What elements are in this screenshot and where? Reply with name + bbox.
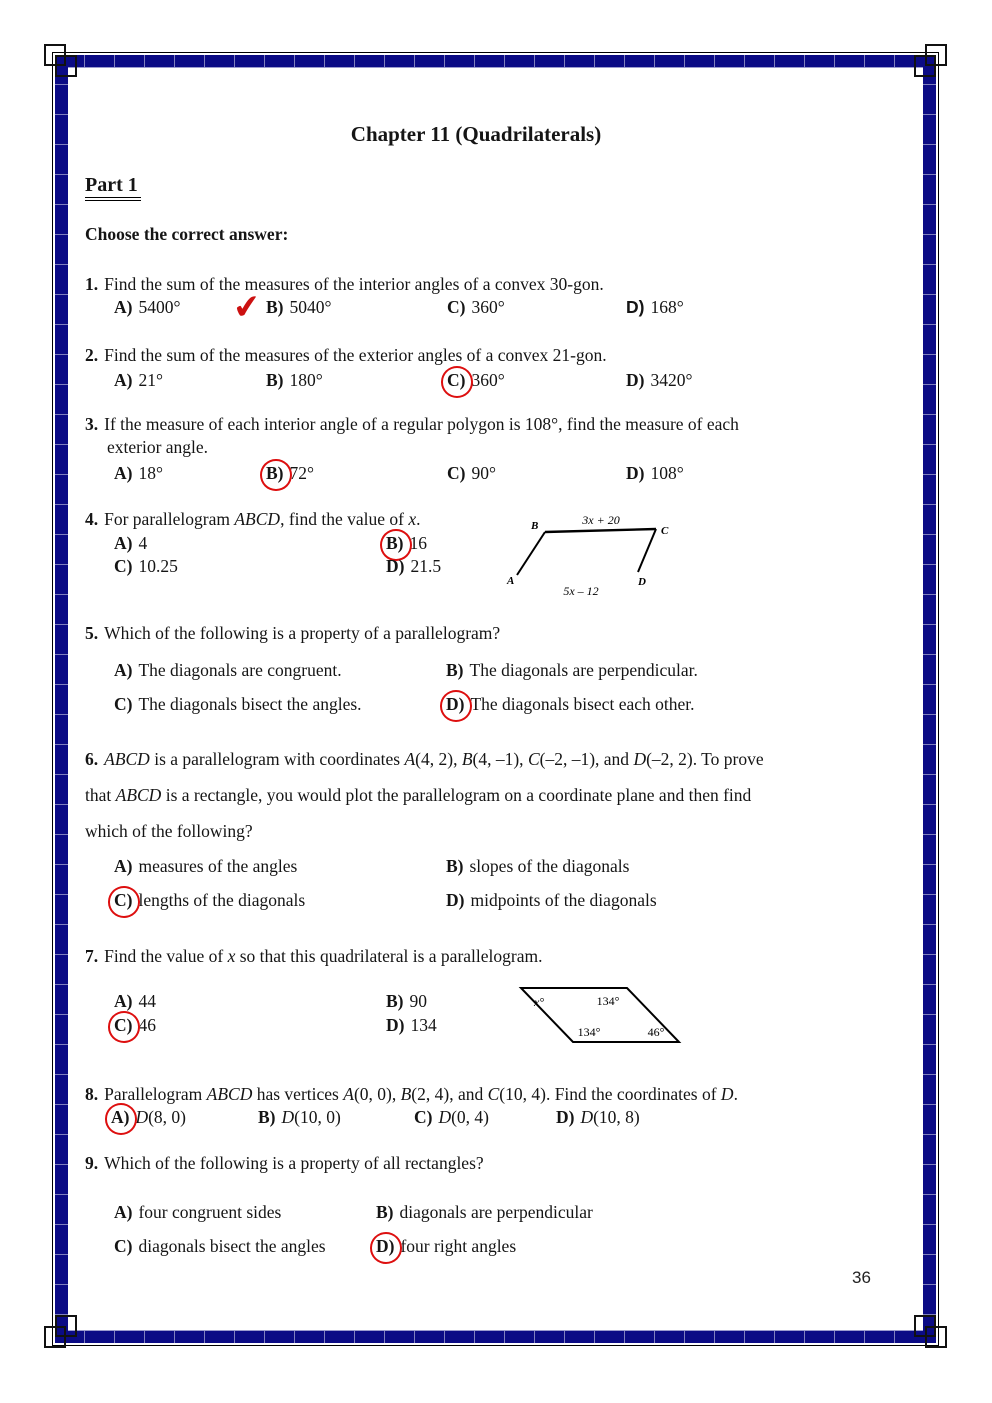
option-d (375, 1236, 516, 1257)
option-a (113, 370, 163, 391)
option-value: 72° (289, 463, 314, 483)
option-label: D) (386, 1015, 405, 1035)
option-value: 10.25 (138, 556, 178, 576)
question-1 (85, 273, 913, 317)
option-a (113, 991, 156, 1012)
option-b (265, 370, 323, 391)
option-d (625, 297, 684, 318)
angle-top-left-label: x° (533, 995, 545, 1009)
option-label: A) (114, 991, 133, 1011)
option-value: 5400° (138, 297, 181, 317)
page-border-right (923, 55, 936, 1343)
question-text-line2: exterior angle. (107, 437, 209, 457)
option-c (113, 556, 178, 577)
question-text: 3. If the measure of each interior angle of a regular polygon is 108°, find the measure of each (85, 414, 739, 434)
side-label-top: 3x + 20 (582, 513, 620, 527)
option-c (113, 694, 362, 715)
question-text: 2. Find the sum of the measures of the exterior angles of a convex 21-gon. (85, 345, 607, 365)
option-label: A) (114, 463, 133, 483)
option-label: C) (414, 1107, 433, 1127)
option-label: D) (446, 890, 465, 910)
vertex-b-label: B (531, 520, 539, 532)
section-heading: Part 1 (85, 174, 141, 201)
option-b (265, 297, 332, 318)
option-c (446, 463, 496, 484)
option-d (625, 370, 692, 391)
question-text: 1. Find the sum of the measures of the interior angles of a convex 30-gon. (85, 274, 604, 294)
option-label: B) (376, 1202, 394, 1222)
option-c (113, 1015, 156, 1036)
option-label answer-circle-mark: B) (266, 463, 284, 483)
page-border-top (55, 55, 936, 68)
option-value: The diagonals are perpendicular. (469, 660, 698, 680)
option-d (625, 463, 684, 484)
option-value: 16 (409, 533, 427, 553)
option-value: D(10, 0) (281, 1107, 341, 1127)
option-value: 4 (138, 533, 148, 553)
side-label-bottom: 5x – 12 (563, 584, 599, 598)
option-label: B) (258, 1107, 276, 1127)
page-number: 36 (852, 1268, 871, 1287)
option-c (113, 890, 305, 911)
question-text-line3: which of the following? (85, 821, 253, 841)
option-label answer-circle-mark: C) (447, 370, 466, 390)
angle-bottom-left-label: 134° (577, 1025, 601, 1039)
question-7 (85, 945, 913, 1039)
option-a (113, 1202, 281, 1223)
option-value: four congruent sides (138, 1202, 282, 1222)
question-5 (85, 622, 913, 714)
option-label: A) (114, 660, 133, 680)
option-value: 134 (410, 1015, 437, 1035)
option-value: D(0, 4) (438, 1107, 490, 1127)
option-value: 18° (138, 463, 163, 483)
option-value: midpoints of the diagonals (470, 890, 657, 910)
option-label: B) (446, 856, 464, 876)
option-label: A) (114, 370, 133, 390)
question-9 (85, 1152, 913, 1256)
option-d (555, 1107, 640, 1128)
option-b (257, 1107, 341, 1128)
option-c (413, 1107, 489, 1128)
angle-top-right-label: 134° (596, 994, 620, 1008)
option-b (445, 856, 629, 877)
option-a (113, 297, 180, 318)
option-value: 3420° (650, 370, 693, 390)
question-text: 9. Which of the following is a property of all rectangles? (85, 1153, 484, 1173)
option-label: B) (386, 991, 404, 1011)
option-label answer-circle-mark: B) (386, 533, 404, 553)
option-value: D(10, 8) (580, 1107, 640, 1127)
option-value: slopes of the diagonals (469, 856, 630, 876)
option-value: 90° (471, 463, 496, 483)
question-8 (85, 1083, 913, 1127)
angle-bottom-right-label: 46° (647, 1025, 665, 1039)
option-label answer-circle-mark: C) (114, 890, 133, 910)
option-value: The diagonals bisect each other. (470, 694, 695, 714)
option-label: D) (626, 297, 645, 317)
option-label: D) (626, 370, 645, 390)
option-value: measures of the angles (138, 856, 298, 876)
option-label: A) (114, 533, 133, 553)
option-value: 108° (650, 463, 684, 483)
option-value: four right angles (400, 1236, 517, 1256)
option-c (113, 1236, 326, 1257)
option-c (446, 370, 505, 391)
option-label: C) (114, 694, 133, 714)
question-text: 8. Parallelogram ABCD has vertices A(0, 0), B(2, 4), and C(10, 4). Find the coordinates of D. (85, 1084, 738, 1104)
question-text: 7. Find the value of x so that this quadrilateral is a parallelogram. (85, 946, 543, 966)
option-label answer-circle-mark: D) (376, 1236, 395, 1256)
option-a (113, 660, 342, 681)
option-label: C) (114, 556, 133, 576)
option-value: 21.5 (410, 556, 442, 576)
option-value: 5040° (289, 297, 332, 317)
vertex-d-label: D (638, 576, 646, 588)
vertex-a-label: A (507, 575, 515, 587)
option-d (385, 556, 441, 577)
option-value: 46 (138, 1015, 156, 1035)
option-b (265, 463, 314, 484)
option-value: 168° (650, 297, 684, 317)
option-c (446, 297, 505, 318)
option-value: D(8, 0) (135, 1107, 187, 1127)
corner-ornament-icon (914, 55, 936, 77)
option-value: 21° (138, 370, 163, 390)
option-b (375, 1202, 593, 1223)
question-4 (85, 508, 913, 598)
question-6 (85, 741, 913, 910)
option-value: diagonals bisect the angles (138, 1236, 326, 1256)
page-border-bottom (55, 1330, 936, 1343)
corner-ornament-icon (55, 55, 77, 77)
option-value: 44 (138, 991, 156, 1011)
option-a (113, 533, 147, 554)
option-label: C) (447, 297, 466, 317)
option-label: C) (447, 463, 466, 483)
option-label: A) (114, 856, 133, 876)
option-label: A) (114, 1202, 133, 1222)
option-d (445, 694, 694, 715)
option-d (445, 890, 657, 911)
option-label answer-circle-mark: C) (114, 1015, 133, 1035)
angles-parallelogram-diagram (515, 983, 687, 1049)
option-value: 360° (471, 370, 505, 390)
option-label: D) (626, 463, 645, 483)
option-label answer-circle-mark: D) (446, 694, 465, 714)
option-label answer-check-mark: ✔ B) (265, 297, 285, 318)
option-label answer-circle-mark: A) (111, 1107, 130, 1127)
option-a (113, 856, 297, 877)
page-title: Chapter 11 (Quadrilaterals) (350, 122, 602, 146)
option-label: C) (114, 1236, 133, 1256)
option-value: The diagonals bisect the angles. (138, 694, 362, 714)
page-border-left (55, 55, 68, 1343)
option-label: D) (386, 556, 405, 576)
option-label: B) (446, 660, 464, 680)
option-b (385, 991, 427, 1012)
option-value: lengths of the diagonals (138, 890, 306, 910)
option-b (385, 533, 427, 554)
parallelogram-diagram (503, 512, 681, 602)
option-value: The diagonals are congruent. (138, 660, 342, 680)
option-b (445, 660, 698, 681)
question-text: 4. For parallelogram ABCD, find the value of x. (85, 509, 421, 529)
option-value: 90 (409, 991, 427, 1011)
option-a (110, 1107, 186, 1128)
question-text: 5. Which of the following is a property of a parallelogram? (85, 623, 501, 643)
question-2 (85, 344, 913, 390)
question-text: 6. ABCD is a parallelogram with coordinates A(4, 2), B(4, –1), C(–2, –1), and D(–2, 2). To prove (85, 749, 764, 769)
question-3 (85, 413, 913, 483)
question-text-line2: that ABCD is a rectangle, you would plot the parallelogram on a coordinate plane and then find (85, 785, 752, 805)
option-value: 180° (289, 370, 323, 390)
option-label: A) (114, 297, 133, 317)
option-label: B) (266, 370, 284, 390)
option-value: 360° (471, 297, 505, 317)
instruction-text: Choose the correct answer: (85, 224, 289, 244)
vertex-c-label: C (661, 525, 669, 537)
option-value: diagonals are perpendicular (399, 1202, 593, 1222)
option-a (113, 463, 163, 484)
corner-ornament-icon (55, 1315, 77, 1337)
option-label: D) (556, 1107, 575, 1127)
option-d (385, 1015, 437, 1036)
corner-ornament-icon (914, 1315, 936, 1337)
